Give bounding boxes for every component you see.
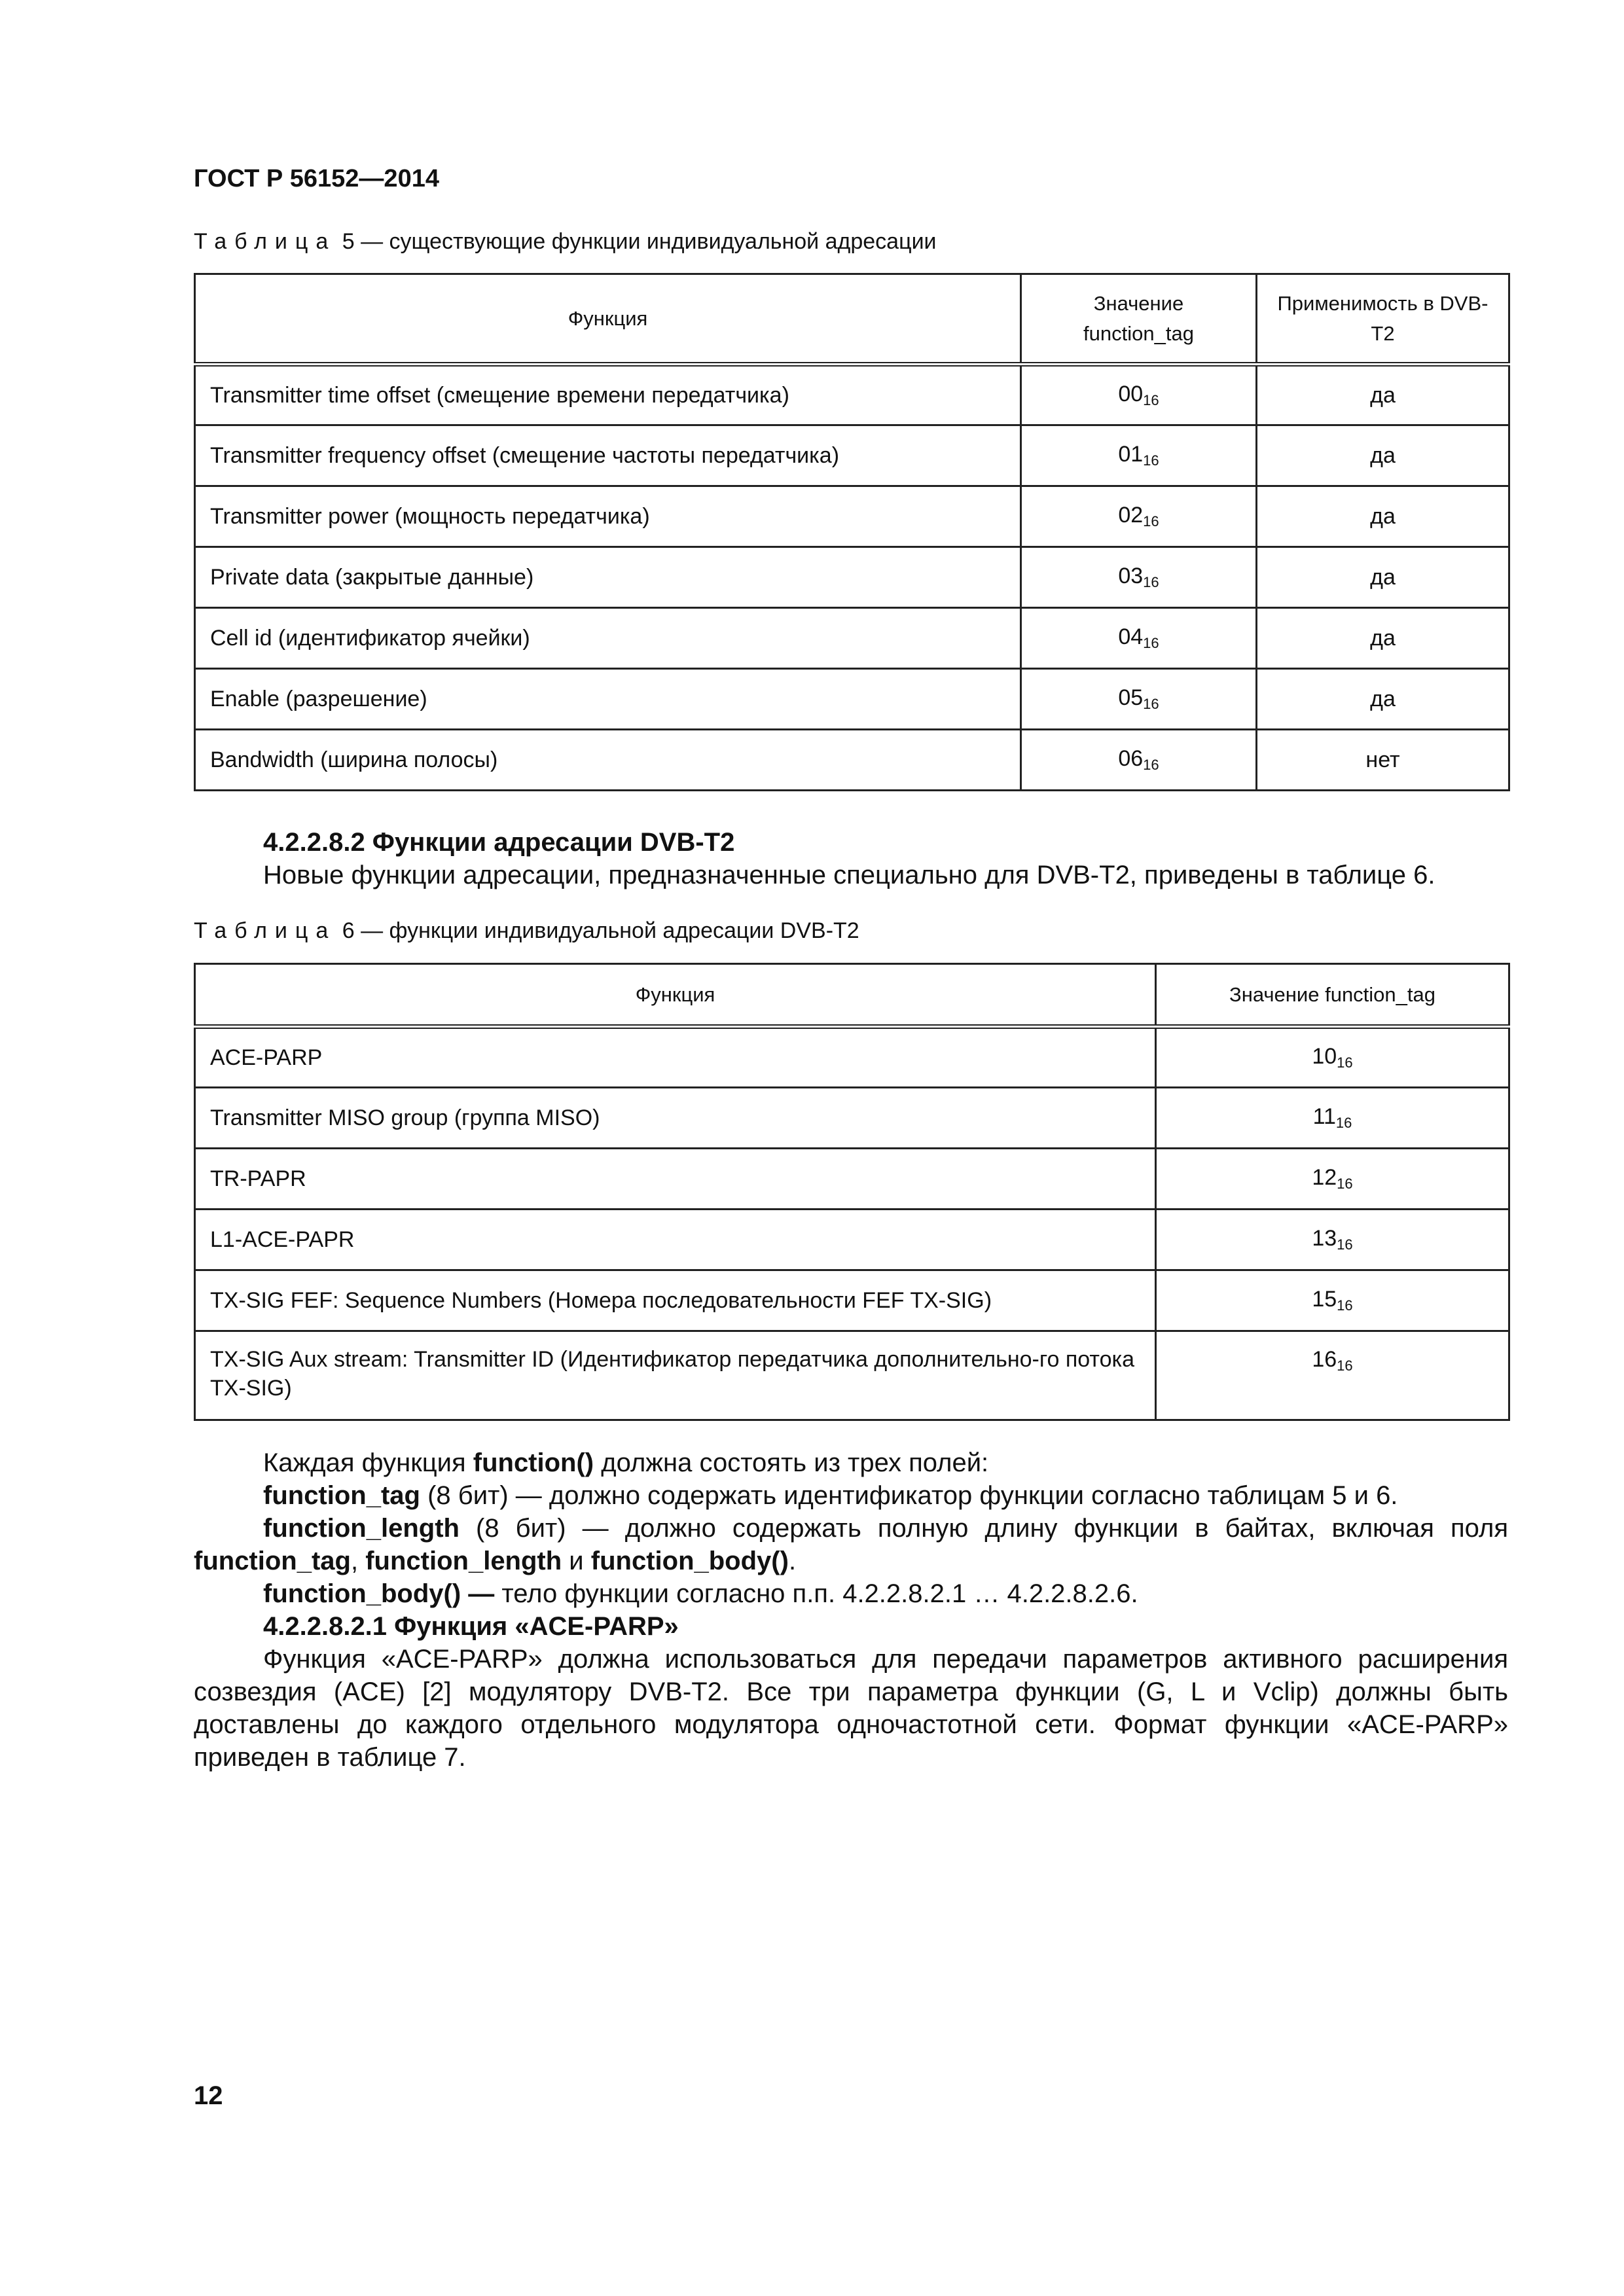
section-intro: Новые функции адресации, предназначенные специально для DVB-T2, приведены в таблице 6. bbox=[263, 861, 1435, 889]
table6-cell-tag bbox=[1156, 1210, 1509, 1270]
table5-row bbox=[195, 669, 1509, 730]
table6-cell-function: TX-SIG FEF: Sequence Numbers (Номера последовательности FEF TX-SIG) bbox=[195, 1270, 1156, 1331]
table6-cell-tag bbox=[1156, 1331, 1509, 1420]
table5-cell-function: Private data (закрытые данные) bbox=[195, 547, 1021, 608]
body-paragraph-2 bbox=[194, 1479, 1508, 1512]
p3-text-h: . bbox=[788, 1547, 797, 1575]
tag-subscript: 16 bbox=[1143, 392, 1159, 408]
tag-value: 06 bbox=[1118, 746, 1144, 771]
table6-cell-tag bbox=[1156, 1088, 1509, 1149]
table6-cell-function: L1-ACE-PAPR bbox=[195, 1210, 1156, 1270]
p3-term-c: function_tag bbox=[194, 1547, 351, 1575]
section-4-2-2-8-2 bbox=[194, 826, 1508, 891]
table6-caption bbox=[194, 918, 859, 944]
table5-cell-tag bbox=[1021, 547, 1257, 608]
tag-subscript: 16 bbox=[1335, 1115, 1352, 1131]
table6-header-tag: Значение function_tag bbox=[1156, 964, 1509, 1027]
p3-text-f: и bbox=[562, 1547, 591, 1575]
table6-row bbox=[195, 1270, 1509, 1331]
tag-value: 11 bbox=[1312, 1104, 1336, 1129]
table6-row bbox=[195, 1088, 1509, 1149]
p3-text-d: , bbox=[350, 1547, 366, 1575]
body-paragraph-5: Функция «ACE-PARP» должна использоваться для передачи параметров активного расширения созвездия (ACE) [2] модулятору DVB-T2. Все три параметра функции (G, L и Vclip) должны быть доставлены до каждого отдельного модулятора одночастотной сети. Формат функции «ACE-PARP» приведен в таблице 7. bbox=[194, 1645, 1508, 1772]
body-paragraph-3 bbox=[194, 1512, 1508, 1577]
tag-value: 01 bbox=[1118, 442, 1144, 467]
tag-value: 02 bbox=[1118, 503, 1144, 528]
table5-caption-lead: Таблица bbox=[194, 229, 336, 254]
table6-row bbox=[195, 1210, 1509, 1270]
tag-value: 16 bbox=[1312, 1347, 1337, 1372]
table5-cell-tag bbox=[1021, 608, 1257, 669]
tag-value: 03 bbox=[1118, 564, 1144, 588]
table5-cell-tag bbox=[1021, 425, 1257, 486]
table5 bbox=[194, 273, 1510, 791]
table6-cell-tag bbox=[1156, 1270, 1509, 1331]
p1-text-c: должна состоять из трех полей: bbox=[594, 1448, 989, 1477]
table5-cell-function: Cell id (идентификатор ячейки) bbox=[195, 608, 1021, 669]
p4-term: function_body() — bbox=[263, 1579, 495, 1608]
table5-row bbox=[195, 608, 1509, 669]
tag-subscript: 16 bbox=[1337, 1236, 1353, 1253]
table6-cell-tag bbox=[1156, 1149, 1509, 1210]
table5-cell-applicability: да bbox=[1257, 486, 1509, 547]
tag-value: 13 bbox=[1312, 1226, 1337, 1251]
table6-row bbox=[195, 1149, 1509, 1210]
table6-cell-function: Transmitter MISO group (группа MISO) bbox=[195, 1088, 1156, 1149]
table5-cell-function: Transmitter frequency offset (смещение частоты передатчика) bbox=[195, 425, 1021, 486]
table5-header-tag: Значение function_tag bbox=[1021, 274, 1257, 365]
table6-header-function: Функция bbox=[195, 964, 1156, 1027]
table5-cell-tag bbox=[1021, 486, 1257, 547]
document-header: ГОСТ Р 56152—2014 bbox=[194, 165, 439, 192]
table6-row bbox=[195, 1331, 1509, 1420]
p3-text-b: (8 бит) — должно содержать полную длину функции в байтах, включая поля bbox=[459, 1514, 1508, 1543]
table6-caption-lead: Таблица bbox=[194, 918, 336, 943]
p4-text: тело функции согласно п.п. 4.2.2.8.2.1 … 4.2.2.8.2.6. bbox=[494, 1579, 1138, 1608]
p3-term-e: function_length bbox=[365, 1547, 562, 1575]
table5-cell-tag bbox=[1021, 730, 1257, 791]
table5-cell-applicability: нет bbox=[1257, 730, 1509, 791]
table5-cell-applicability: да bbox=[1257, 365, 1509, 425]
page-number: 12 bbox=[194, 2081, 223, 2110]
p2-text: (8 бит) — должно содержать идентификатор функции согласно таблицам 5 и 6. bbox=[420, 1481, 1398, 1510]
table5-row bbox=[195, 547, 1509, 608]
table5-row bbox=[195, 425, 1509, 486]
table5-row bbox=[195, 365, 1509, 425]
tag-subscript: 16 bbox=[1143, 757, 1159, 773]
tag-value: 12 bbox=[1312, 1165, 1337, 1190]
table6-caption-rest: 6 — функции индивидуальной адресации DVB-T2 bbox=[336, 918, 859, 943]
tag-subscript: 16 bbox=[1143, 513, 1159, 529]
table6-row bbox=[195, 1027, 1509, 1088]
table5-header-applicability: Применимость в DVB-T2 bbox=[1257, 274, 1509, 365]
table5-cell-function: Transmitter time offset (смещение времени передатчика) bbox=[195, 365, 1021, 425]
body-paragraph-4 bbox=[194, 1577, 1508, 1610]
table5-cell-tag bbox=[1021, 365, 1257, 425]
table6-header-row bbox=[195, 964, 1509, 1027]
table5-cell-applicability: да bbox=[1257, 425, 1509, 486]
tag-value: 05 bbox=[1118, 685, 1144, 710]
p3-term: function_length bbox=[263, 1514, 460, 1543]
body-text bbox=[194, 1446, 1508, 1774]
table6-cell-function: ACE-PARP bbox=[195, 1027, 1156, 1088]
table5-row bbox=[195, 730, 1509, 791]
tag-value: 10 bbox=[1312, 1044, 1337, 1069]
table5-cell-tag bbox=[1021, 669, 1257, 730]
tag-subscript: 16 bbox=[1337, 1297, 1353, 1314]
table5-cell-function: Bandwidth (ширина полосы) bbox=[195, 730, 1021, 791]
subsection-heading: 4.2.2.8.2.1 Функция «ACE-PARP» bbox=[263, 1612, 679, 1641]
table5-cell-function: Enable (разрешение) bbox=[195, 669, 1021, 730]
tag-subscript: 16 bbox=[1143, 452, 1159, 469]
table5-cell-applicability: да bbox=[1257, 669, 1509, 730]
p3-term-g: function_body() bbox=[590, 1547, 789, 1575]
table5-caption bbox=[194, 229, 937, 255]
table5-header-function: Функция bbox=[195, 274, 1021, 365]
table5-cell-applicability: да bbox=[1257, 547, 1509, 608]
table6-cell-function: TR-PAPR bbox=[195, 1149, 1156, 1210]
tag-subscript: 16 bbox=[1143, 635, 1159, 651]
p1-text-a: Каждая функция bbox=[263, 1448, 473, 1477]
body-paragraph-1 bbox=[194, 1446, 1508, 1479]
table6-cell-tag bbox=[1156, 1027, 1509, 1088]
table5-caption-rest: 5 — существующие функции индивидуальной адресации bbox=[336, 229, 937, 254]
table5-header-row bbox=[195, 274, 1509, 365]
p1-function-term: function() bbox=[473, 1448, 594, 1477]
table5-row bbox=[195, 486, 1509, 547]
p2-term: function_tag bbox=[263, 1481, 420, 1510]
tag-subscript: 16 bbox=[1337, 1054, 1353, 1071]
table6 bbox=[194, 963, 1510, 1421]
table5-cell-function: Transmitter power (мощность передатчика) bbox=[195, 486, 1021, 547]
tag-subscript: 16 bbox=[1143, 574, 1159, 590]
tag-value: 00 bbox=[1118, 382, 1144, 406]
tag-subscript: 16 bbox=[1337, 1357, 1353, 1374]
table6-cell-function: TX-SIG Aux stream: Transmitter ID (Идентификатор передатчика дополнительно-го потока TX-SIG) bbox=[195, 1331, 1156, 1420]
table5-cell-applicability: да bbox=[1257, 608, 1509, 669]
tag-value: 15 bbox=[1312, 1287, 1337, 1312]
tag-subscript: 16 bbox=[1337, 1175, 1353, 1192]
tag-value: 04 bbox=[1118, 624, 1144, 649]
tag-subscript: 16 bbox=[1143, 696, 1159, 712]
section-heading: 4.2.2.8.2 Функции адресации DVB-T2 bbox=[263, 828, 735, 857]
